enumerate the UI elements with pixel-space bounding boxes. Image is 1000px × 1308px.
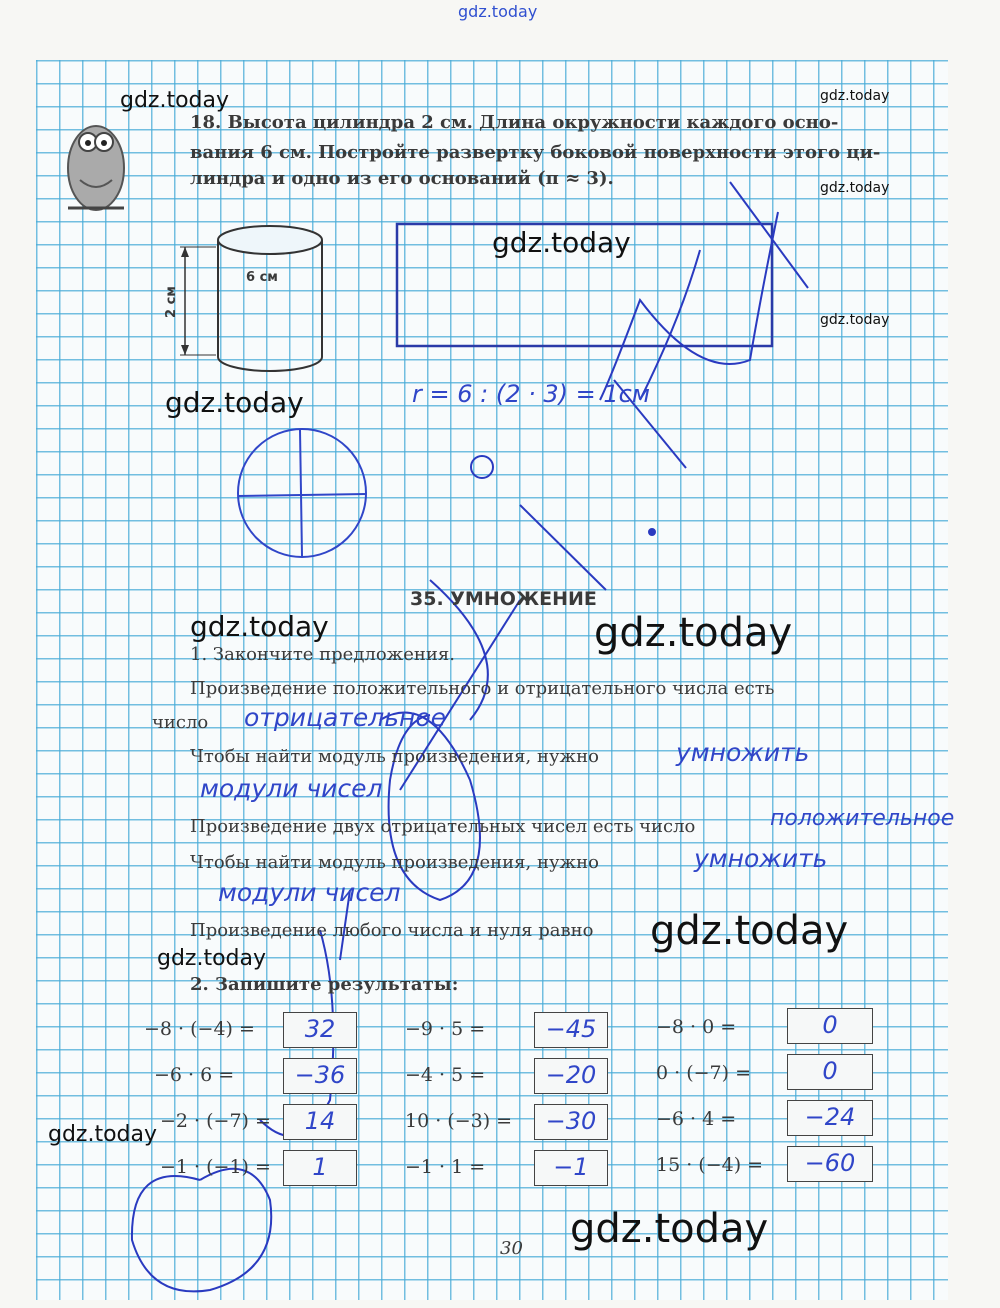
task2-answer-box: −45 (534, 1012, 608, 1048)
task2-expr: −1 · (−1) = (160, 1156, 271, 1178)
task2-answer-box: 32 (283, 1012, 357, 1048)
task2-answer-box: −30 (534, 1104, 608, 1140)
watermark: gdz.today (594, 610, 793, 656)
task1-s1-b: число (152, 712, 209, 733)
task2-expr: 0 · (−7) = (656, 1062, 751, 1084)
task2-expr: −6 · 6 = (154, 1064, 235, 1086)
watermark: gdz.today (190, 610, 329, 643)
task1-s1-answer: отрицательное (244, 703, 446, 732)
watermark: gdz.today (492, 226, 631, 259)
task2-expr: −2 · (−7) = (160, 1110, 271, 1132)
task1-s2-a: Чтобы найти модуль произведения, нужно (190, 746, 599, 767)
task2-answer-box: 1 (283, 1150, 357, 1186)
task2-expr: −4 · 5 = (405, 1064, 486, 1086)
task2-answer-box: −24 (787, 1100, 873, 1136)
task1-s2-answer2: модули чисел (200, 774, 383, 803)
task1-s2-answer1: умножить (676, 738, 810, 767)
watermark: gdz.today (458, 2, 538, 21)
task2-answer-box: 0 (787, 1054, 873, 1090)
task18-line2: вания 6 см. Постройте развертку боковой поверхности этого ци- (190, 142, 881, 163)
page-number: 30 (500, 1238, 523, 1259)
watermark: gdz.today (820, 180, 890, 196)
task2-expr: −8 · (−4) = (144, 1018, 255, 1040)
watermark: gdz.today (820, 88, 890, 104)
task2-expr: 15 · (−4) = (656, 1154, 764, 1176)
watermark: gdz.today (650, 908, 849, 954)
cylinder-height-label: 2 см (164, 286, 179, 318)
watermark: gdz.today (157, 946, 267, 971)
task2-expr: −1 · 1 = (405, 1156, 486, 1178)
task2-expr: −9 · 5 = (405, 1018, 486, 1040)
watermark: gdz.today (820, 312, 890, 328)
task1-s5-a: Произведение любого числа и нуля равно (190, 920, 594, 941)
task1-s4-a: Чтобы найти модуль произведения, нужно (190, 852, 599, 873)
watermark: gdz.today (570, 1206, 769, 1252)
task1-s1-a: Произведение положительного и отрицательного числа есть (190, 678, 775, 699)
task2-answer-box: −60 (787, 1146, 873, 1182)
task2-answer-box: −20 (534, 1058, 608, 1094)
task2-heading: 2. Запишите результаты: (190, 974, 459, 995)
task2-expr: 10 · (−3) = (405, 1110, 513, 1132)
watermark: gdz.today (48, 1122, 158, 1147)
task1-s4-answer2: модули чисел (218, 878, 401, 907)
task2-answer-box: −1 (534, 1150, 608, 1186)
handwritten-formula: r = 6 : (2 · 3) = 1см (412, 380, 650, 408)
task1-s3-answer: положительное (770, 806, 955, 831)
task18-line3: линдра и одно из его оснований (π ≈ 3). (190, 168, 614, 189)
task1-heading: 1. Закончите предложения. (190, 644, 455, 665)
watermark: gdz.today (165, 386, 304, 419)
task1-s3-a: Произведение двух отрицательных чисел есть число (190, 816, 696, 837)
task2-answer-box: 0 (787, 1008, 873, 1044)
task2-expr: −8 · 0 = (656, 1016, 737, 1038)
task1-s4-answer1: умножить (694, 844, 828, 873)
watermark: gdz.today (120, 88, 230, 113)
section-title: 35. УМНОЖЕНИЕ (410, 588, 597, 610)
task18-line1: 18. Высота цилиндра 2 см. Длина окружности каждого осно- (190, 112, 839, 133)
task2-expr: −6 · 4 = (656, 1108, 737, 1130)
task2-answer-box: −36 (283, 1058, 357, 1094)
task2-answer-box: 14 (283, 1104, 357, 1140)
cylinder-circumference-label: 6 см (246, 270, 278, 285)
